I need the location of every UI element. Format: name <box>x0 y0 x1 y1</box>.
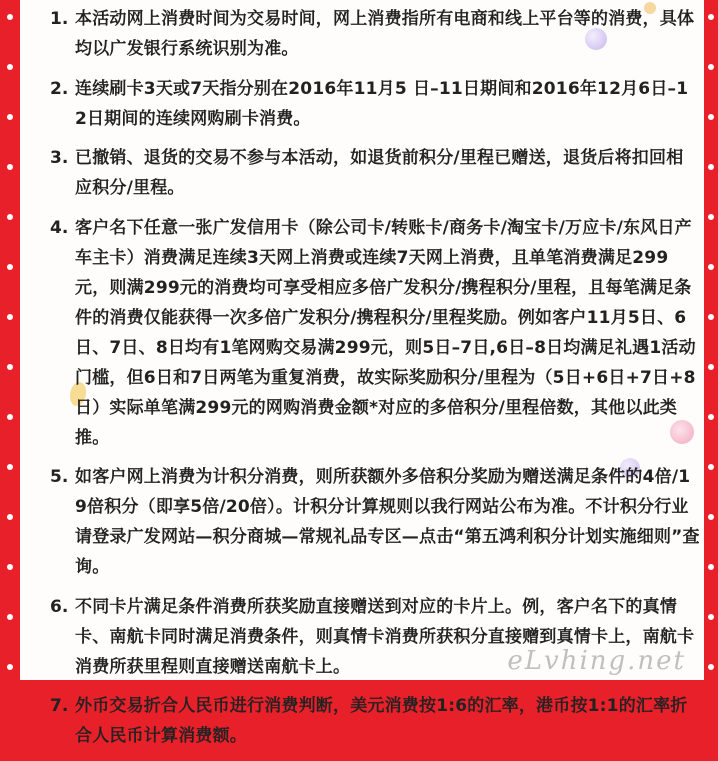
rule-text: 连续刷卡3天或7天指分别在2016年11月5 日–11日期间和2016年12月6日–12日期间的连续网购刷卡消费。 <box>75 78 689 129</box>
border-dot <box>708 314 714 320</box>
border-dot <box>7 664 13 670</box>
border-dot <box>708 364 714 370</box>
rule-number: 2. <box>50 78 69 99</box>
rule-number: 6. <box>50 596 69 617</box>
border-dot <box>708 664 714 670</box>
border-dot <box>708 114 714 120</box>
border-dot <box>708 264 714 270</box>
border-dot <box>708 564 714 570</box>
border-dot <box>708 14 714 20</box>
rule-number: 3. <box>50 148 69 168</box>
rule-text: 已撤销、退货的交易不参与本活动，如退货前积分/里程已赠送，退货后将扣回相应积分/里程。 <box>75 148 684 198</box>
border-dot <box>708 64 714 70</box>
rule-text: 本活动网上消费时间为交易时间，网上消费指所有电商和线上平台等的消费，具体均以广发银行系统识别为准。 <box>75 9 695 59</box>
border-dot <box>708 414 714 420</box>
border-dot <box>708 214 714 220</box>
rule-text: 不同卡片满足条件消费所获奖励直接赠送到对应的卡片上。例，客户名下的真情卡、南航卡同时满足消费条件，则真情卡消费所获积分直接赠到真情卡上，南航卡消费所获里程则直接赠送南航卡上。 <box>75 596 695 677</box>
rule-item <box>50 4 700 64</box>
border-dot <box>7 514 13 520</box>
border-dot <box>7 214 13 220</box>
rule-text: 客户名下任意一张广发信用卡（除公司卡/转账卡/商务卡/淘宝卡/万应卡/东风日产车主卡）消费满足连续3天网上消费或连续7天网上消费，且单笔消费满足299元，则满299元的消费均可享受相应多倍广发积分/携程积分/里程，且每笔满足条件的消费仅能获得一次多倍广发积分/携程积分/里程奖励。例如客户11月5日、6日、7日、8日均有1笔网购交易满299元，则5日–7日,6日–8日均满足礼遇1活动门槛，但6日和7日两笔为重复消费，故实际奖励积分/里程为（5日+6日+7日+8日）实际单笔满299元的网购消费金额*对应的多倍积分/里程倍数，其他以此类推。 <box>75 217 696 448</box>
border-dot <box>708 464 714 470</box>
rules-panel <box>20 0 704 746</box>
border-dot <box>7 264 13 270</box>
border-dot <box>7 414 13 420</box>
border-dot <box>708 164 714 170</box>
border-dot <box>7 114 13 120</box>
border-dot <box>7 14 13 20</box>
site-watermark: eLvhing.net <box>507 646 686 676</box>
rule-text: 外币交易折合人民币进行消费判断，美元消费按1:6的汇率，港币按1:1的汇率折合人民币计算消费额。 <box>75 696 688 746</box>
rule-item <box>50 213 700 453</box>
rule-number: 1. <box>50 9 69 29</box>
rule-item <box>50 691 700 751</box>
border-dot <box>7 614 13 620</box>
border-dot <box>708 614 714 620</box>
rule-item <box>50 143 700 203</box>
border-dot <box>7 364 13 370</box>
rule-item <box>50 462 700 582</box>
rule-number: 5. <box>50 467 69 487</box>
border-dot <box>7 564 13 570</box>
border-dot <box>7 64 13 70</box>
border-dot <box>708 514 714 520</box>
border-dot <box>7 314 13 320</box>
border-dot <box>7 164 13 170</box>
rule-text: 如客户网上消费为计积分消费，则所获额外多倍积分奖励为赠送满足条件的4倍/19倍积分（即享5倍/20倍）。计积分计算规则以我行网站公布为准。不计积分行业请登录广发网站—积分商城—常规礼品专区—点击“第五鸿利积分计划实施细则”查询。 <box>75 467 700 577</box>
rule-item <box>50 74 700 134</box>
rule-number: 4. <box>50 217 69 238</box>
rule-number: 7. <box>50 696 69 716</box>
border-dot <box>7 464 13 470</box>
